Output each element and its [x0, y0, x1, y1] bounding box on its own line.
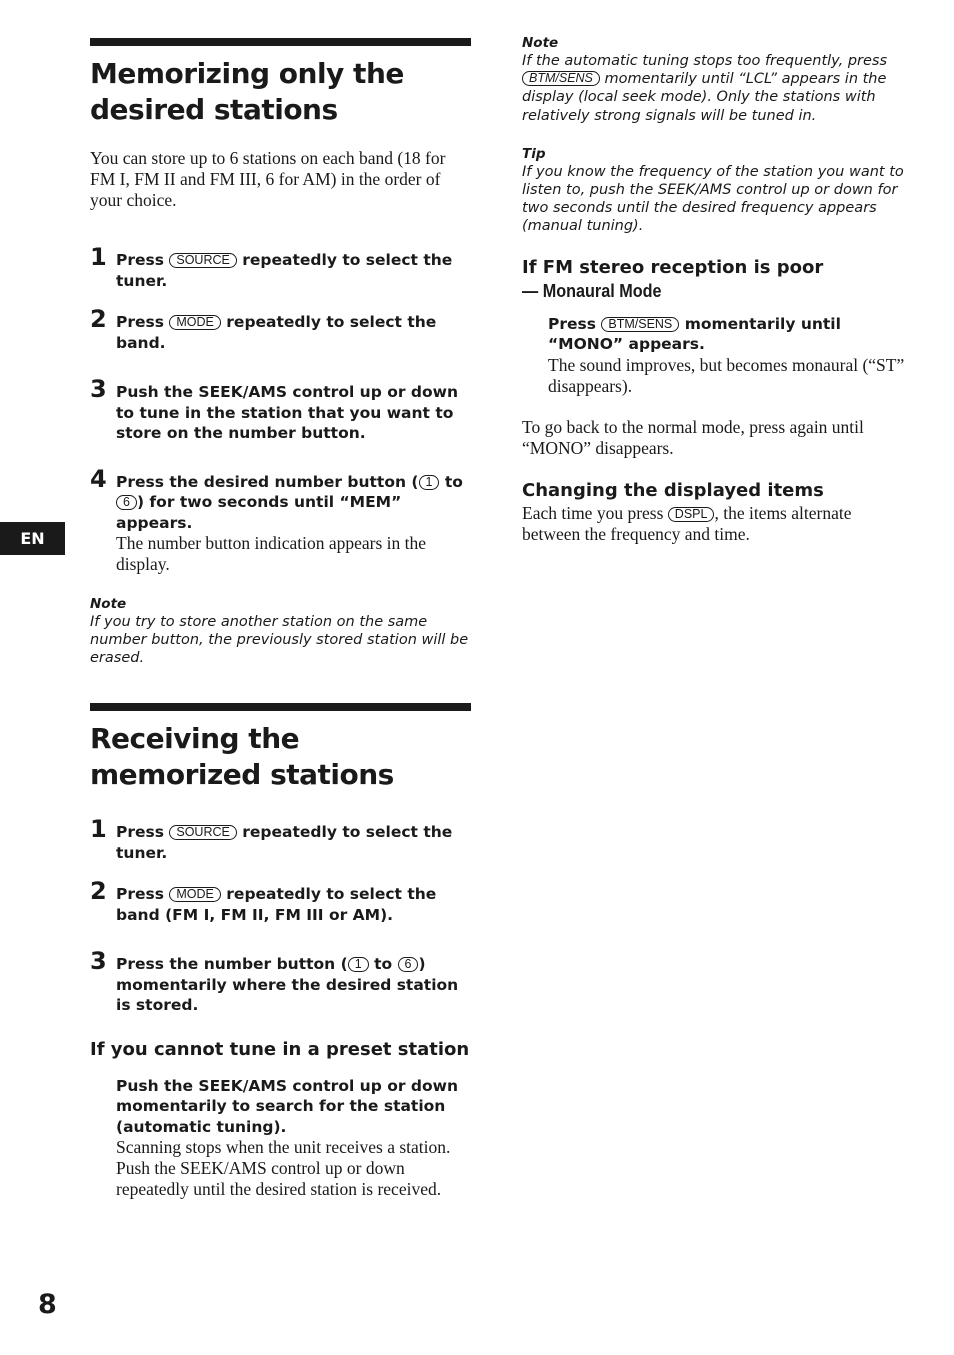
step-number: 2 [90, 877, 107, 905]
step-1 [90, 815, 471, 863]
display-text: Each time you press DSPL , the items alternate between the frequency and time. [522, 502, 852, 544]
section-intro: You can store up to 6 stations on each band (18 for FM I, FM II and FM III, 6 for AM) in the order of your choice. [90, 148, 446, 210]
step-number: 1 [90, 243, 107, 271]
section-rule [90, 38, 471, 46]
btm-sens-key: BTM/SENS [601, 317, 679, 332]
step-number: 4 [90, 464, 107, 493]
step-3 [90, 947, 471, 1016]
section-memorizing [90, 38, 471, 668]
fm-heading: If FM stereo reception is poor [522, 256, 824, 278]
step-4 [90, 464, 471, 576]
step-instruction: Press SOURCE repeatedly to select the tuner. [116, 823, 453, 862]
note-text: If you try to store another station on the same number button, the previously stored station will be erased. [90, 614, 469, 667]
sub-step-result: Scanning stops when the unit receives a station. Push the SEEK/AMS control up or down repeatedly until the desired station is received. [116, 1137, 451, 1199]
fm-section [522, 256, 907, 459]
fm-subheading: — Monaural Mode [522, 280, 662, 301]
number-key-1: 1 [348, 957, 369, 972]
fm-step-instruction: Press BTM/SENS momentarily until “MONO” appears. [548, 314, 841, 354]
source-key: SOURCE [169, 253, 236, 268]
section-title: Memorizing only the desired stations [90, 57, 404, 126]
source-key: SOURCE [169, 825, 236, 840]
note-label: Note [522, 35, 559, 51]
mode-key: MODE [169, 887, 221, 902]
page-number: 8 [38, 1289, 57, 1320]
sub-step-instruction: Push the SEEK/AMS control up or down momentarily to search for the station (automatic tuning). [116, 1076, 458, 1136]
note-block [90, 595, 471, 668]
btm-sens-key: BTM/SENS [522, 71, 600, 86]
dspl-key: DSPL [668, 507, 715, 522]
step-number: 3 [90, 375, 107, 403]
display-section [522, 479, 907, 545]
step-result: The number button indication appears in the display. [116, 533, 427, 574]
right-column [522, 34, 907, 545]
display-heading: Changing the displayed items [522, 479, 824, 501]
step-instruction: Press the desired number button ( 1 to 6 ) for two seconds until “MEM” appears. [116, 472, 463, 532]
section-receiving [90, 703, 471, 1200]
step-number: 1 [90, 815, 107, 843]
mode-key: MODE [169, 315, 221, 330]
fm-back-text: To go back to the normal mode, press again until “MONO” disappears. [522, 416, 864, 458]
step-2 [90, 305, 471, 353]
step-3 [90, 375, 471, 444]
sub-heading: If you cannot tune in a preset station [90, 1038, 470, 1060]
fm-step-result: The sound improves, but becomes monaural (“ST” disappears). [548, 354, 905, 396]
step-instruction: Press the number button ( 1 to 6 ) momentarily where the desired station is stored. [116, 955, 459, 1014]
note-label: Note [90, 596, 127, 612]
language-tab: EN [0, 522, 65, 555]
number-key-6: 6 [398, 957, 419, 972]
step-instruction: Push the SEEK/AMS control up or down to tune in the station that you want to store on the number button. [116, 383, 458, 442]
step-instruction: Press MODE repeatedly to select the band (FM I, FM II, FM III or AM). [116, 885, 437, 924]
section-title: Receiving the memorized stations [90, 722, 394, 791]
number-key-1: 1 [419, 475, 440, 490]
number-key-6: 6 [116, 495, 137, 510]
note-block [522, 34, 907, 125]
step-number: 3 [90, 947, 107, 975]
step-2 [90, 877, 471, 925]
fm-step [522, 314, 907, 397]
step-1 [90, 243, 471, 291]
tip-label: Tip [522, 145, 546, 162]
sub-step [90, 1076, 471, 1201]
tip-block [522, 145, 907, 236]
note-text: If the automatic tuning stops too frequently, press BTM/SENS momentarily until “LCL” appears in the display (local seek mode). Only the stations with relatively strong signals will be tuned in. [522, 53, 888, 124]
step-number: 2 [90, 305, 107, 333]
left-column [90, 38, 471, 1199]
step-instruction: Press MODE repeatedly to select the band. [116, 313, 437, 352]
section-rule [90, 703, 471, 711]
step-instruction: Press SOURCE repeatedly to select the tuner. [116, 251, 453, 290]
tip-text: If you know the frequency of the station you want to listen to, push the SEEK/AMS control up or down for two seconds until the desired frequency appears (manual tuning). [522, 163, 904, 235]
